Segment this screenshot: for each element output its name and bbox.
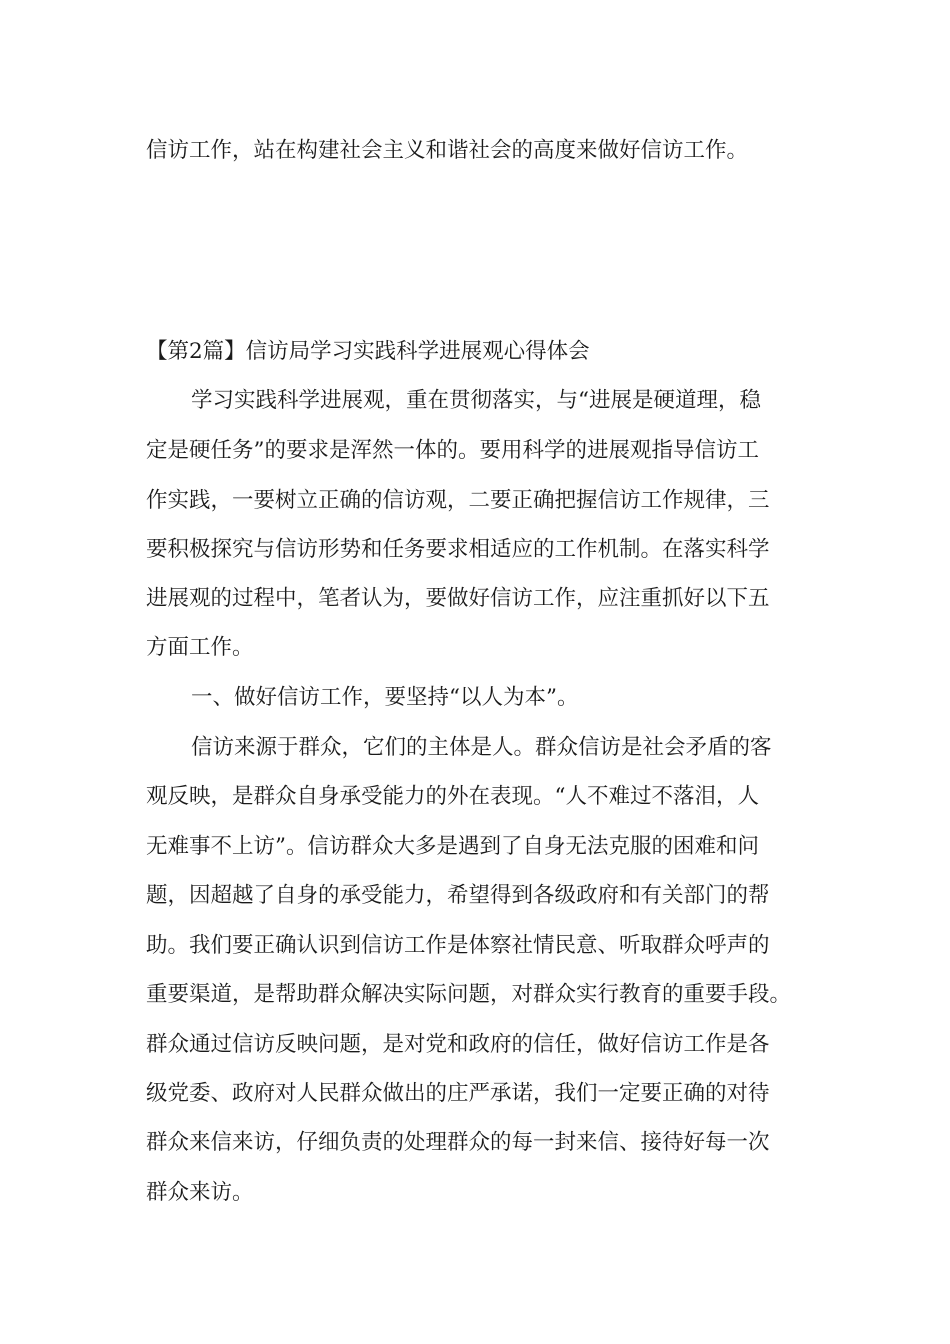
paragraph-3-line-9: 群众来信来访，仔细负责的处理群众的每一封来信、接待好每一次 <box>146 1130 770 1155</box>
paragraph-3-line-5: 助。我们要正确认识到信访工作是体察社情民意、听取群众呼声的 <box>146 933 770 958</box>
paragraph-3-line-2: 观反映，是群众自身承受能力的外在表现。“人不难过不落泪，人 <box>146 784 759 809</box>
carryover-line: 信访工作，站在构建社会主义和谐社会的高度来做好信访工作。 <box>146 138 749 163</box>
paragraph-3-line-1: 信访来源于群众，它们的主体是人。群众信访是社会矛盾的客 <box>191 735 772 760</box>
paragraph-3-line-7: 群众通过信访反映问题，是对党和政府的信任，做好信访工作是各 <box>146 1032 770 1057</box>
paragraph-1-line-6: 方面工作。 <box>146 635 254 660</box>
paragraph-3-line-8: 级党委、政府对人民群众做出的庄严承诺，我们一定要正确的对待 <box>146 1081 770 1106</box>
paragraph-3-line-3: 无难事不上访”。信访群众大多是遇到了自身无法克服的困难和问 <box>146 834 759 859</box>
paragraph-1-line-3: 作实践，一要树立正确的信访观，二要正确把握信访工作规律，三 <box>146 488 770 513</box>
paragraph-1-line-1: 学习实践科学进展观，重在贯彻落实，与“进展是硬道理，稳 <box>191 388 761 413</box>
paragraph-3-line-4: 题，因超越了自身的承受能力，希望得到各级政府和有关部门的帮 <box>146 883 770 908</box>
paragraph-1-line-4: 要积极探究与信访形势和任务要求相适应的工作机制。在落实科学 <box>146 537 770 562</box>
paragraph-3-line-6: 重要渠道，是帮助群众解决实际问题，对群众实行教育的重要手段。 <box>146 982 792 1007</box>
paragraph-1-line-2: 定是硬任务”的要求是浑然一体的。要用科学的进展观指导信访工 <box>146 438 759 463</box>
section-title: 【第2篇】信访局学习实践科学进展观心得体会 <box>146 339 590 364</box>
paragraph-3-line-10: 群众来访。 <box>146 1180 254 1205</box>
paragraph-1-line-5: 进展观的过程中，笔者认为，要做好信访工作，应注重抓好以下五 <box>146 586 770 611</box>
point-heading-1: 一、做好信访工作，要坚持“以人为本”。 <box>191 685 579 710</box>
